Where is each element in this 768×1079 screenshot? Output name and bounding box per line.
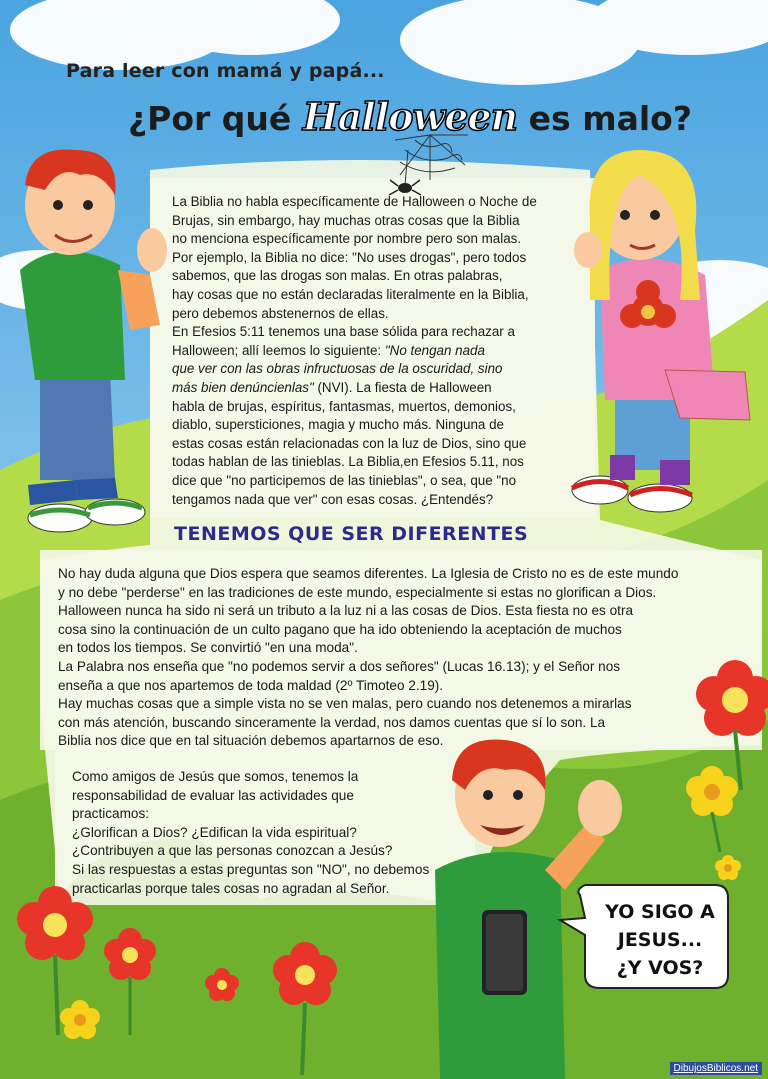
intro-line: Por ejemplo, la Biblia no dice: "No uses drogas", pero todos [172, 249, 527, 265]
intro-line: Brujas, sin embargo, hay muchas otras cosas que la Biblia [172, 212, 520, 228]
intro-line: no menciona específicamente por nombre pero son malas. [172, 231, 522, 247]
section-heading: TENEMOS QUE SER DIFERENTES [174, 523, 529, 545]
bible-quote: que ver con las obras infructuosas de la oscuridad, sino [172, 361, 503, 377]
closing-line: practicamos: [72, 806, 150, 822]
intro-line: tengamos nada que ver" con esas cosas. ¿Entendés? [172, 491, 494, 507]
intro-line-text: (NVI). La fiesta de Halloween [313, 379, 492, 395]
body-paragraph [58, 565, 758, 751]
closing-line: ¿Glorifican a Dios? ¿Edifican la vida espiritual? [72, 824, 357, 840]
title-suffix: es malo? [517, 99, 692, 138]
intro-line: estas cosas están relacionadas con la luz de Dios, sino que [172, 435, 527, 451]
intro-line [172, 360, 582, 379]
body-line: Halloween nunca ha sido ni será un tributo a la luz ni a las cosas de Dios. Esta fiesta no es otra [58, 603, 634, 619]
title-prefix: ¿Por qué [128, 99, 303, 138]
closing-line: practicarlas porque tales cosas no agradan al Señor. [72, 880, 390, 896]
bubble-line: ¿Y VOS? [616, 957, 704, 979]
closing-paragraph [72, 768, 492, 898]
speech-bubble-text [590, 898, 730, 982]
closing-line: Como amigos de Jesús que somos, tenemos la [72, 769, 359, 784]
intro-line [172, 379, 582, 398]
intro-line: pero debemos abstenernos de ellas. [172, 305, 389, 321]
bubble-line: JESUS... [617, 929, 703, 951]
body-line: Biblia nos dice que en tal situación debemos apartarnos de eso. [58, 733, 444, 749]
page-kicker: Para leer con mamá y papá... [66, 60, 385, 82]
intro-line: dice que "no participemos de las tinieblas", o sea, que "no [172, 472, 517, 488]
intro-line: todas hablan de las tinieblas. La Biblia,en Efesios 5.11, nos [172, 454, 524, 470]
body-line: La Palabra nos enseña que "no podemos servir a dos señores" (Lucas 16.13); y el Señor nos [58, 658, 621, 674]
intro-line: habla de brujas, espíritus, fantasmas, muertos, demonios, [172, 398, 516, 414]
site-credit-link[interactable]: DibujosBiblicos.net [670, 1062, 763, 1075]
bible-quote: "No tengan nada [384, 342, 485, 358]
page-title [128, 94, 692, 139]
closing-line: responsabilidad de evaluar las actividades que [72, 787, 354, 803]
title-halloween-word: Halloween [302, 94, 518, 139]
bubble-line: YO SIGO A [605, 901, 715, 923]
body-line: y no debe "perderse" en las tradiciones de este mundo, especialmente si estas no glorifican a Dios. [58, 584, 657, 600]
body-line: enseña a que nos apartemos de toda maldad (2º Timoteo 2.19). [58, 677, 444, 693]
intro-line: hay cosas que no están declaradas literalmente en la Biblia, [172, 286, 529, 302]
body-line: cosa sino la continuación de un culto pagano que ha ido obteniendo la aceptación de muchos [58, 621, 622, 637]
body-line: Hay muchas cosas que a simple vista no se ven malas, pero cuando nos detenemos a mirarlas [58, 696, 632, 712]
intro-paragraph [172, 193, 582, 509]
intro-line: diablo, supersticiones, magia y mucho más. Ninguna de [172, 417, 504, 433]
intro-line: sabemos, que las drogas son malas. En otras palabras, [172, 268, 503, 284]
body-line: con más atención, buscando sinceramente la verdad, nos damos cuentas que sí lo son. La [58, 714, 606, 730]
bible-quote: más bien denúncienlas" [172, 379, 314, 395]
intro-line: La Biblia no habla específicamente de Halloween o Noche de [172, 194, 537, 209]
intro-line [172, 342, 582, 361]
body-line: en todos los tiempos. Se convirtió "en una moda". [58, 640, 358, 656]
intro-line: En Efesios 5:11 tenemos una base sólida para rechazar a [172, 324, 515, 340]
intro-line-text: Halloween; allí leemos lo siguiente: [172, 342, 385, 358]
closing-line: ¿Contribuyen a que las personas conozcan a Jesús? [72, 843, 393, 859]
body-line: No hay duda alguna que Dios espera que seamos diferentes. La Iglesia de Cristo no es de este mundo [58, 566, 679, 581]
closing-line: Si las respuestas a estas preguntas son "NO", no debemos [72, 861, 430, 877]
